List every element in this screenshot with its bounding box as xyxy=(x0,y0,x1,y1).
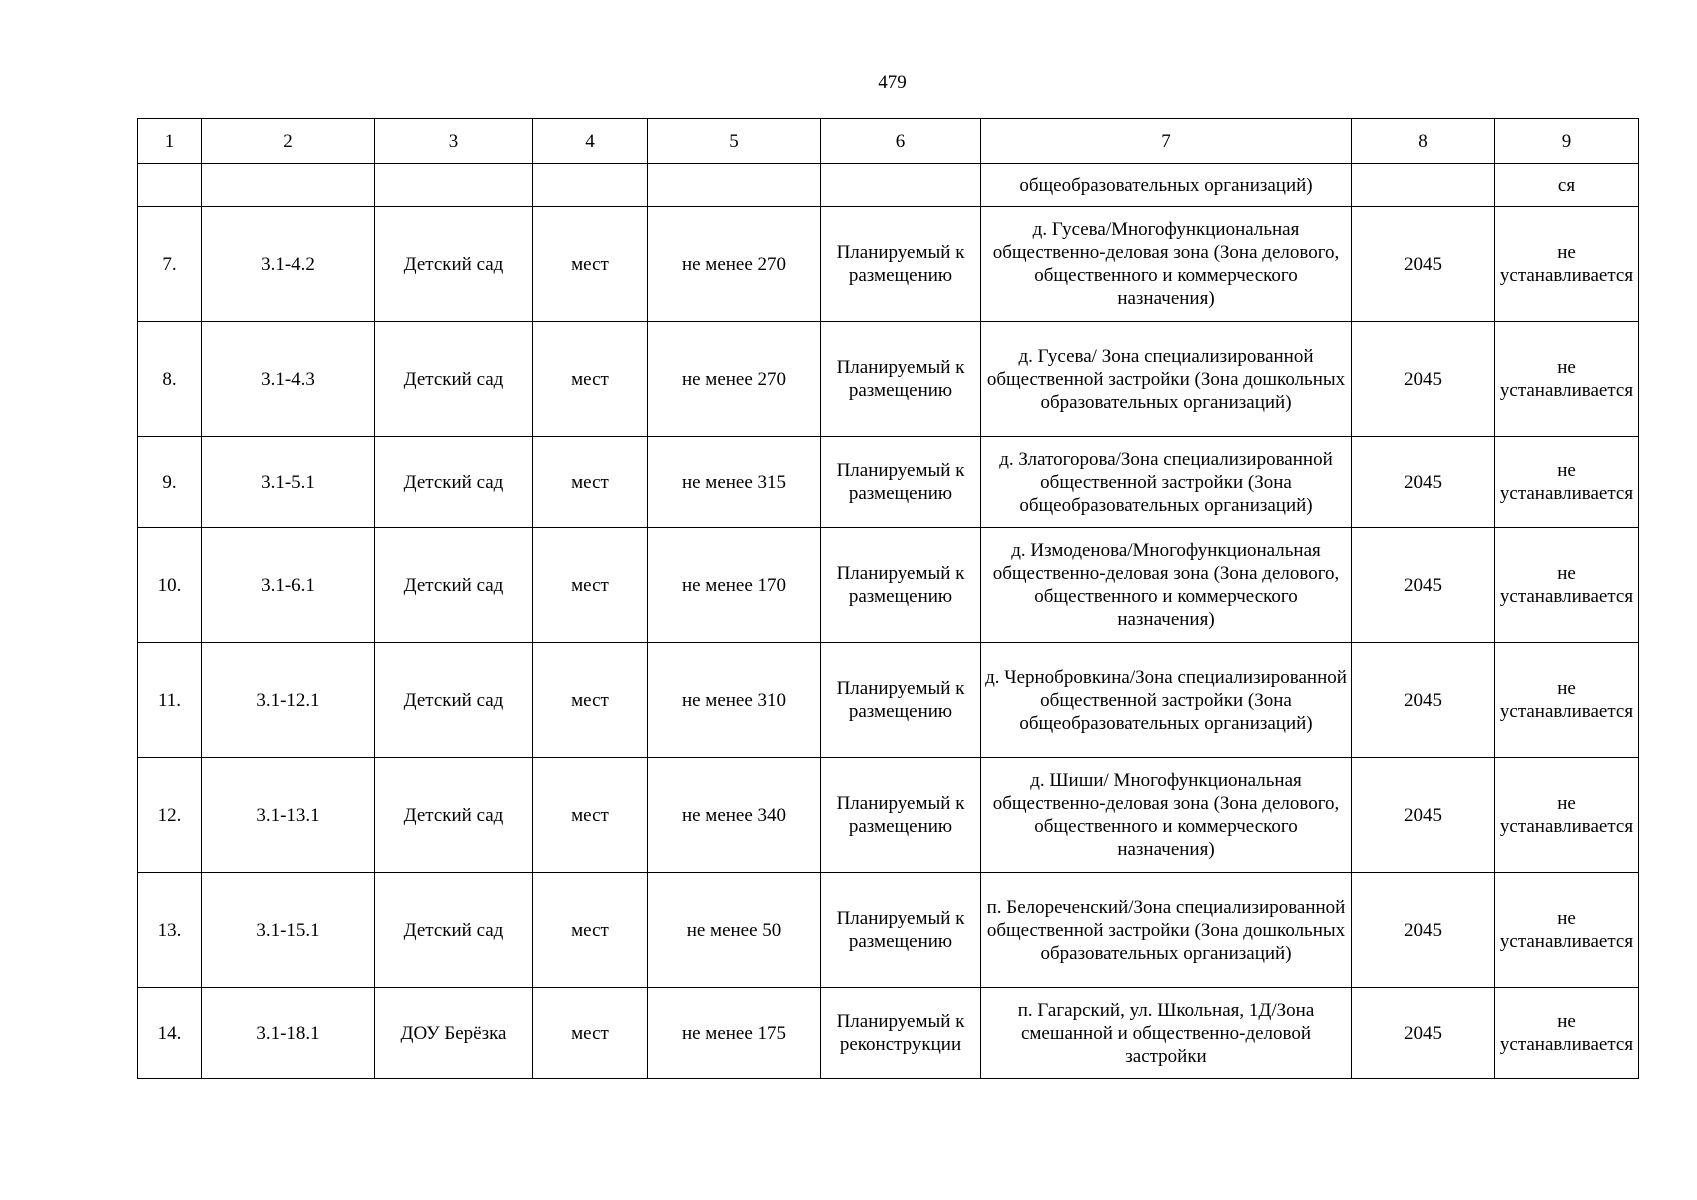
row-number: 12. xyxy=(138,758,202,873)
empty-cell xyxy=(138,164,202,207)
table-row xyxy=(138,437,1639,528)
table-row xyxy=(138,988,1639,1079)
object-code: 3.1-4.3 xyxy=(202,322,375,437)
column-header: 2 xyxy=(202,119,375,164)
empty-cell xyxy=(648,164,821,207)
term-cell: не устанавливается xyxy=(1495,437,1639,528)
column-header: 7 xyxy=(981,119,1352,164)
location-cell: д. Измоденова/Многофункциональная общественно-деловая зона (Зона делового, общественного и коммерческого назначения) xyxy=(981,528,1352,643)
object-code: 3.1-15.1 xyxy=(202,873,375,988)
unit-cell: мест xyxy=(533,528,648,643)
row-number: 8. xyxy=(138,322,202,437)
status-cell: Планируемый к размещению xyxy=(821,873,981,988)
status-cell: Планируемый к размещению xyxy=(821,437,981,528)
table-row xyxy=(138,758,1639,873)
term-cell: не устанавливается xyxy=(1495,322,1639,437)
status-cell: Планируемый к размещению xyxy=(821,643,981,758)
year-cell: 2045 xyxy=(1352,437,1495,528)
year-cell: 2045 xyxy=(1352,207,1495,322)
status-cell: Планируемый к размещению xyxy=(821,758,981,873)
empty-cell xyxy=(821,164,981,207)
column-header: 8 xyxy=(1352,119,1495,164)
column-header: 1 xyxy=(138,119,202,164)
location-cell: д. Шиши/ Многофункциональная общественно-деловая зона (Зона делового, общественного и коммерческого назначения) xyxy=(981,758,1352,873)
object-name: Детский сад xyxy=(375,207,533,322)
column-header: 3 xyxy=(375,119,533,164)
status-cell: Планируемый к реконструкции xyxy=(821,988,981,1079)
unit-cell: мест xyxy=(533,758,648,873)
unit-cell: мест xyxy=(533,643,648,758)
location-cell: п. Белореченский/Зона специализированной общественной застройки (Зона дошкольных образовательных организаций) xyxy=(981,873,1352,988)
column-header: 5 xyxy=(648,119,821,164)
unit-cell: мест xyxy=(533,322,648,437)
object-name: Детский сад xyxy=(375,643,533,758)
term-cell: не устанавливается xyxy=(1495,643,1639,758)
location-cell: д. Гусева/ Зона специализированной общественной застройки (Зона дошкольных образовательных организаций) xyxy=(981,322,1352,437)
capacity-cell: не менее 270 xyxy=(648,322,821,437)
location-cell: д. Гусева/Многофункциональная общественно-деловая зона (Зона делового, общественного и коммерческого назначения) xyxy=(981,207,1352,322)
empty-cell xyxy=(533,164,648,207)
object-code: 3.1-12.1 xyxy=(202,643,375,758)
object-code: 3.1-6.1 xyxy=(202,528,375,643)
year-cell: 2045 xyxy=(1352,988,1495,1079)
location-cell: д. Златогорова/Зона специализированной общественной застройки (Зона общеобразовательных организаций) xyxy=(981,437,1352,528)
term-cell: не устанавливается xyxy=(1495,528,1639,643)
capacity-cell: не менее 310 xyxy=(648,643,821,758)
capacity-cell: не менее 175 xyxy=(648,988,821,1079)
status-cell: Планируемый к размещению xyxy=(821,322,981,437)
unit-cell: мест xyxy=(533,207,648,322)
term-cell: не устанавливается xyxy=(1495,207,1639,322)
row-number: 11. xyxy=(138,643,202,758)
capacity-cell: не менее 340 xyxy=(648,758,821,873)
table-row xyxy=(138,207,1639,322)
year-cell: 2045 xyxy=(1352,758,1495,873)
status-cell: Планируемый к размещению xyxy=(821,528,981,643)
object-code: 3.1-4.2 xyxy=(202,207,375,322)
location-cell: д. Чернобровкина/Зона специализированной общественной застройки (Зона общеобразовательных организаций) xyxy=(981,643,1352,758)
column-header: 6 xyxy=(821,119,981,164)
object-name: Детский сад xyxy=(375,758,533,873)
continuation-row xyxy=(138,164,1639,207)
table-row xyxy=(138,322,1639,437)
table-row xyxy=(138,873,1639,988)
object-name: Детский сад xyxy=(375,437,533,528)
header-row xyxy=(138,119,1639,164)
column-header: 9 xyxy=(1495,119,1639,164)
location-cell: общеобразовательных организаций) xyxy=(981,164,1352,207)
row-number: 7. xyxy=(138,207,202,322)
term-cell: ся xyxy=(1495,164,1639,207)
term-cell: не устанавливается xyxy=(1495,988,1639,1079)
row-number: 14. xyxy=(138,988,202,1079)
row-number: 9. xyxy=(138,437,202,528)
page-number: 479 xyxy=(878,72,907,93)
empty-cell xyxy=(202,164,375,207)
status-cell: Планируемый к размещению xyxy=(821,207,981,322)
year-cell: 2045 xyxy=(1352,322,1495,437)
object-name: Детский сад xyxy=(375,873,533,988)
object-code: 3.1-5.1 xyxy=(202,437,375,528)
unit-cell: мест xyxy=(533,873,648,988)
capacity-cell: не менее 270 xyxy=(648,207,821,322)
empty-cell xyxy=(375,164,533,207)
capacity-cell: не менее 170 xyxy=(648,528,821,643)
year-cell: 2045 xyxy=(1352,643,1495,758)
location-cell: п. Гагарский, ул. Школьная, 1Д/Зона смешанной и общественно-деловой застройки xyxy=(981,988,1352,1079)
objects-table xyxy=(137,118,1639,1079)
table-row xyxy=(138,643,1639,758)
object-name: Детский сад xyxy=(375,322,533,437)
row-number: 13. xyxy=(138,873,202,988)
object-name: ДОУ Берёзка xyxy=(375,988,533,1079)
object-code: 3.1-18.1 xyxy=(202,988,375,1079)
year-cell: 2045 xyxy=(1352,528,1495,643)
year-cell: 2045 xyxy=(1352,873,1495,988)
unit-cell: мест xyxy=(533,988,648,1079)
term-cell: не устанавливается xyxy=(1495,758,1639,873)
capacity-cell: не менее 50 xyxy=(648,873,821,988)
unit-cell: мест xyxy=(533,437,648,528)
object-name: Детский сад xyxy=(375,528,533,643)
capacity-cell: не менее 315 xyxy=(648,437,821,528)
empty-cell xyxy=(1352,164,1495,207)
object-code: 3.1-13.1 xyxy=(202,758,375,873)
column-header: 4 xyxy=(533,119,648,164)
table-row xyxy=(138,528,1639,643)
row-number: 10. xyxy=(138,528,202,643)
term-cell: не устанавливается xyxy=(1495,873,1639,988)
